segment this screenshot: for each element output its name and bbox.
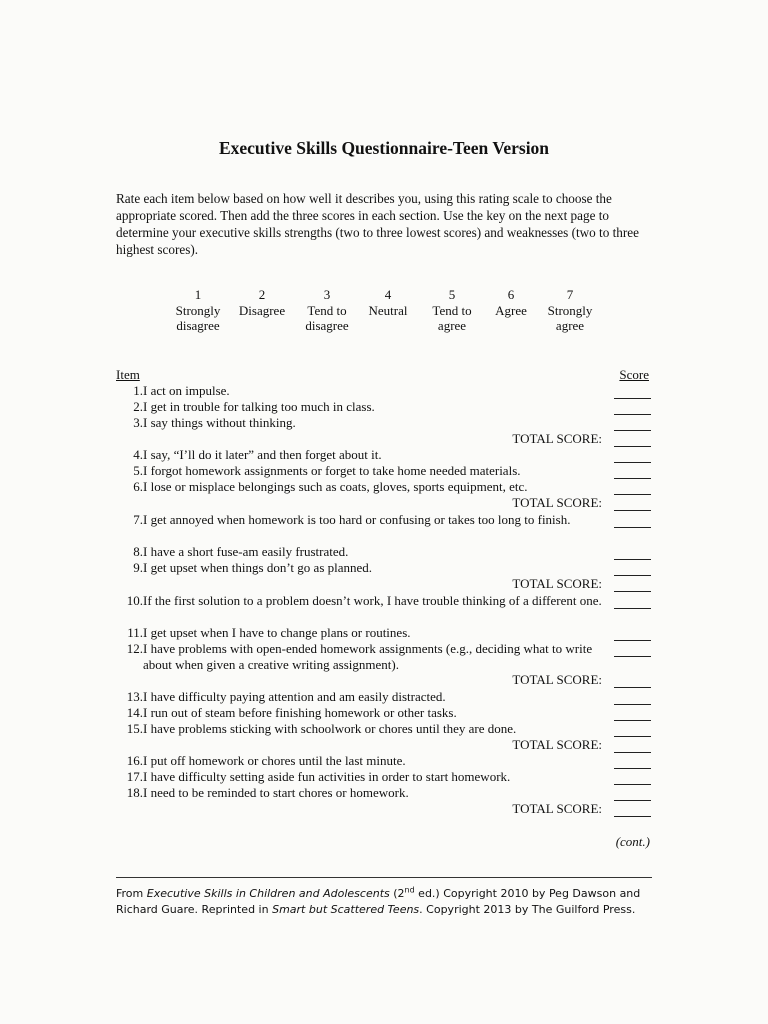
item-number: 4.	[133, 447, 143, 462]
scale-label: Agree	[495, 302, 527, 318]
total-score-blank[interactable]	[614, 752, 651, 753]
score-blank[interactable]	[614, 478, 651, 479]
score-blank[interactable]	[614, 768, 651, 769]
item-number: 11.	[127, 625, 143, 640]
item-number: 9.	[133, 560, 143, 575]
score-blank[interactable]	[614, 527, 651, 528]
item-text: I say things without thinking.	[143, 415, 296, 430]
scale-number: 5	[448, 287, 456, 302]
total-score-label: TOTAL SCORE:	[512, 672, 602, 687]
footer-text: (2	[389, 887, 405, 900]
item-text: I get annoyed when homework is too hard or confusing or takes too long to finish.	[143, 512, 571, 527]
item-text: I have problems with open-ended homework assignments (e.g., deciding what to write about when given a creative writing assignment).	[143, 641, 593, 672]
item-text: I have difficulty setting aside fun activities in order to start homework.	[143, 769, 511, 784]
item-number: 5.	[133, 463, 143, 478]
item-number: 6.	[133, 479, 143, 494]
scale-label: Disagree	[238, 302, 286, 318]
scale-label: Tend to	[307, 302, 347, 318]
scale-label: agree	[555, 318, 585, 333]
total-score-blank[interactable]	[614, 510, 651, 511]
item-text: I act on impulse.	[143, 383, 230, 398]
item-text: I have problems sticking with schoolwork or chores until they are done.	[143, 721, 517, 736]
item-text: I run out of steam before finishing homework or other tasks.	[143, 705, 457, 720]
footer-text: ed.) Copyright 2010 by Peg Dawson and Richard Guare. Reprinted in	[116, 887, 641, 916]
item-number: 18.	[126, 785, 143, 800]
item-number: 12.	[126, 641, 143, 656]
score-blank[interactable]	[614, 720, 651, 721]
item-text: I get upset when I have to change plans or routines.	[143, 625, 411, 640]
scale-option	[432, 287, 471, 334]
score-blank[interactable]	[614, 736, 651, 737]
item-number: 17.	[126, 769, 143, 784]
total-score-label: TOTAL SCORE:	[512, 495, 602, 510]
score-blank[interactable]	[614, 608, 651, 609]
scale-number: 7	[566, 287, 574, 302]
item-text: I say, “I’ll do it later” and then forget about it.	[143, 447, 382, 462]
score-blank[interactable]	[614, 398, 651, 399]
item-number: 16.	[126, 753, 143, 768]
scale-number: 2	[258, 287, 266, 302]
item-text: I get in trouble for talking too much in class.	[143, 399, 375, 414]
scale-label: Strongly	[175, 302, 221, 318]
footer-divider	[116, 877, 652, 878]
item-text: I need to be reminded to start chores or homework.	[143, 785, 409, 800]
scale-label: disagree	[305, 318, 349, 333]
item-number: 3.	[133, 415, 143, 430]
score-blank[interactable]	[614, 462, 651, 463]
score-blank[interactable]	[614, 656, 651, 657]
total-score-label: TOTAL SCORE:	[512, 737, 602, 752]
item-number: 2.	[133, 399, 143, 414]
rating-scale	[168, 287, 608, 337]
score-blank[interactable]	[614, 559, 651, 560]
item-text: I forgot homework assignments or forget to take home needed materials.	[143, 463, 521, 478]
item-number: 10.	[126, 593, 143, 608]
total-score-blank[interactable]	[614, 591, 651, 592]
score-blank[interactable]	[614, 704, 651, 705]
scale-number: 1	[194, 287, 202, 302]
item-number: 14.	[126, 705, 143, 720]
score-blank[interactable]	[614, 575, 651, 576]
scale-label: disagree	[176, 318, 220, 333]
score-column-header: Score	[619, 367, 649, 382]
item-text: I have a short fuse-am easily frustrated.	[143, 544, 349, 559]
score-blank[interactable]	[614, 414, 651, 415]
total-score-blank[interactable]	[614, 816, 651, 817]
scale-option	[548, 287, 593, 334]
total-score-label: TOTAL SCORE:	[512, 431, 602, 446]
scale-number: 3	[323, 287, 331, 302]
item-column-header: Item	[116, 367, 140, 382]
scale-label: Tend to	[432, 302, 472, 318]
item-text: I get upset when things don’t go as planned.	[143, 560, 373, 575]
scale-number: 6	[507, 287, 515, 302]
score-blank[interactable]	[614, 430, 651, 431]
scale-option	[176, 287, 221, 334]
score-blank[interactable]	[614, 800, 651, 801]
scale-label: Strongly	[547, 302, 593, 318]
score-blank[interactable]	[614, 494, 651, 495]
instructions: Rate each item below based on how well it describes you, using this rating scale to choose the appropriate scored. Then add the three scores in each section. Use the key on the next page to determine your executive skills strengths (two to three lowest scores) and weaknesses (two to three highest scores).	[116, 191, 639, 257]
scale-option	[495, 287, 527, 318]
scale-option	[305, 287, 348, 334]
page-title: Executive Skills Questionnaire-Teen Version	[218, 138, 550, 158]
scale-number: 4	[384, 287, 392, 302]
item-number: 1.	[133, 383, 143, 398]
item-text: I put off homework or chores until the last minute.	[143, 753, 406, 768]
score-blank[interactable]	[614, 784, 651, 785]
scale-option	[369, 287, 408, 318]
score-blank[interactable]	[614, 640, 651, 641]
total-score-blank[interactable]	[614, 446, 651, 447]
item-number: 15.	[126, 721, 143, 736]
scale-label: Neutral	[368, 302, 408, 318]
scale-label: agree	[437, 318, 467, 333]
total-score-label: TOTAL SCORE:	[512, 801, 602, 816]
item-text: I lose or misplace belongings such as coats, gloves, sports equipment, etc.	[143, 479, 528, 494]
footer-superscript: nd	[404, 885, 415, 895]
item-number: 7.	[133, 512, 143, 527]
item-number: 13.	[126, 689, 143, 704]
book-title: Smart but Scattered Teens	[272, 902, 420, 916]
copyright-footer	[116, 886, 656, 917]
item-number: 8.	[133, 544, 143, 559]
scale-option	[239, 287, 285, 318]
book-title: Executive Skills in Children and Adolescents	[146, 887, 390, 900]
footer-text: From	[116, 887, 147, 900]
continued-note: (cont.)	[615, 834, 650, 849]
item-text: I have difficulty paying attention and am easily distracted.	[143, 689, 446, 704]
footer-text: . Copyright 2013 by The Guilford Press.	[419, 902, 636, 916]
item-text: If the first solution to a problem doesn’t work, I have trouble thinking of a different one.	[143, 593, 602, 608]
total-score-label: TOTAL SCORE:	[512, 576, 602, 591]
total-score-blank[interactable]	[614, 687, 651, 688]
